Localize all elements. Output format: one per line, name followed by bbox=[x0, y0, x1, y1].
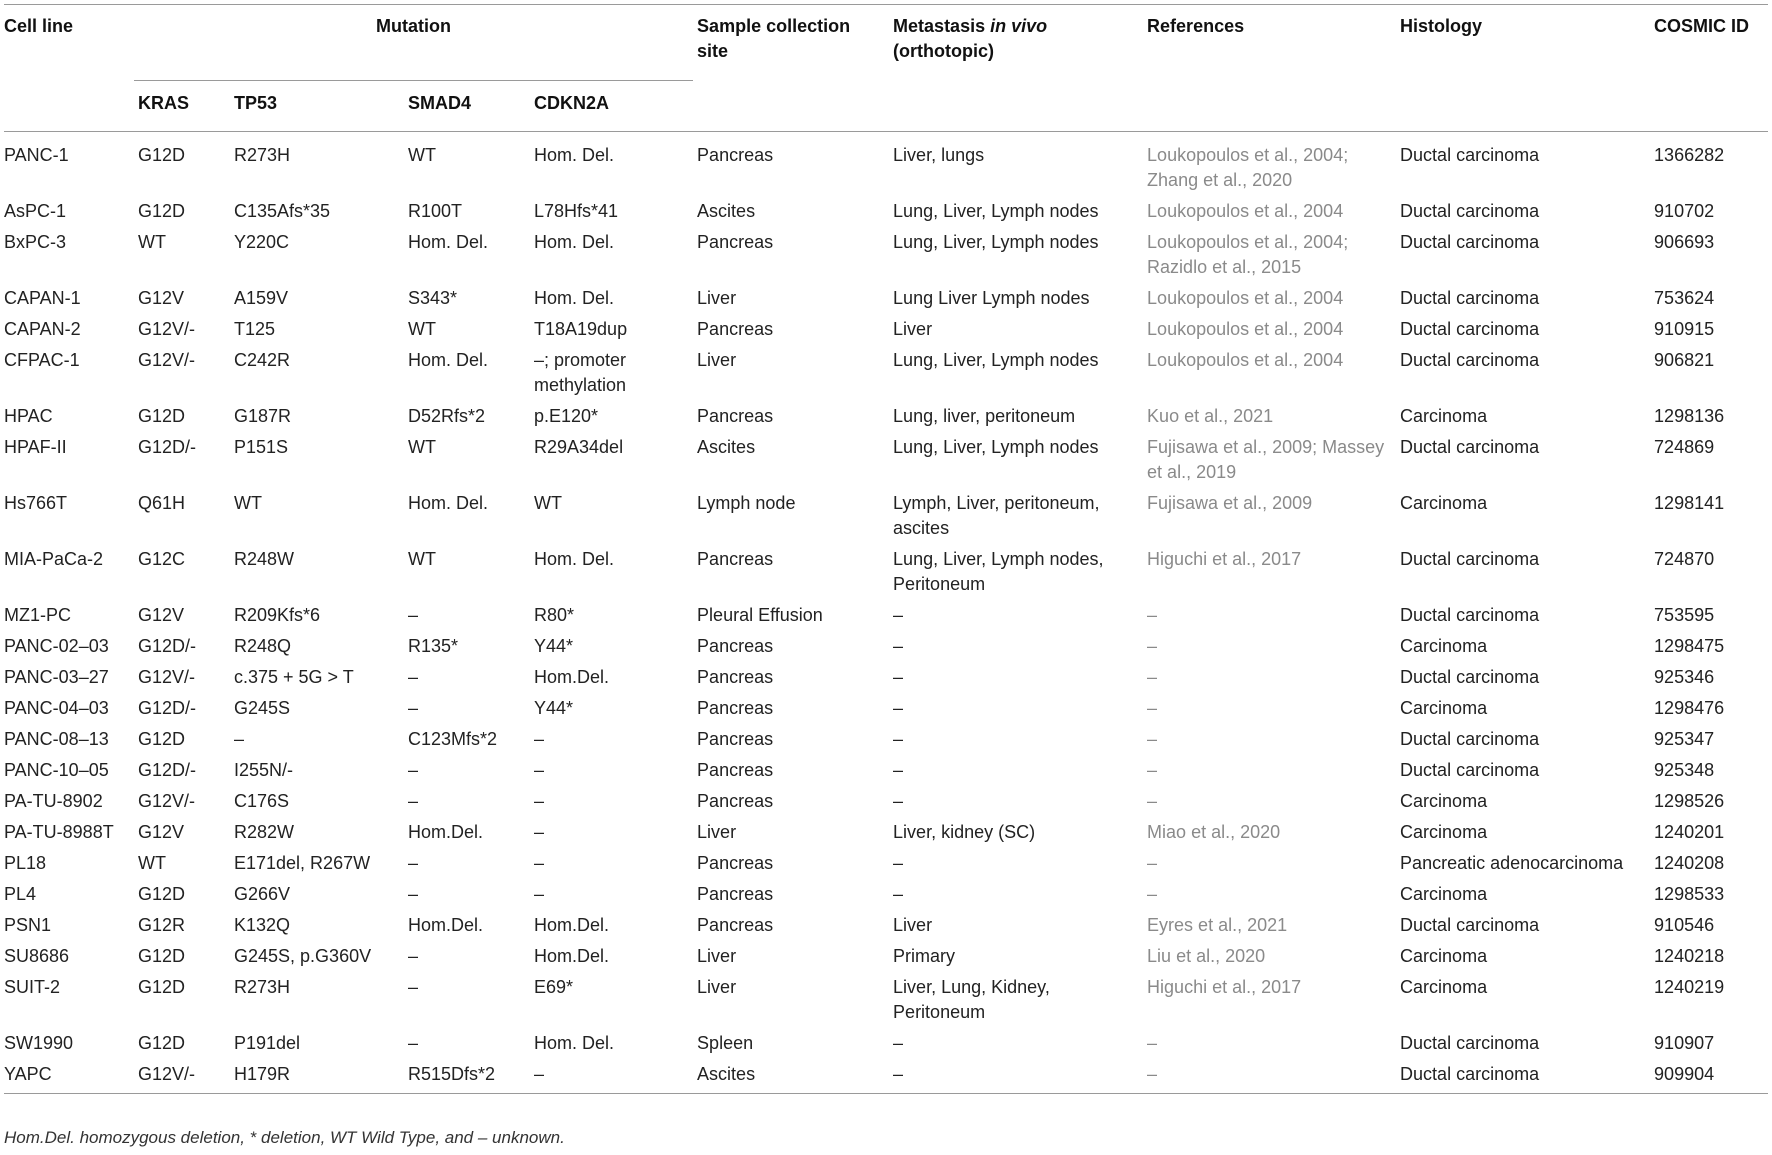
cell-cell-line: SUIT-2 bbox=[4, 977, 61, 997]
cell-cdkn2a: Hom.Del. bbox=[534, 915, 610, 935]
cell-tp53: E171del, R267W bbox=[234, 853, 371, 873]
table-row bbox=[4, 285, 1768, 316]
cell-cdkn2a: T18A19dup bbox=[534, 319, 628, 339]
cell-sample-site: Pancreas bbox=[697, 667, 774, 687]
cell-references: Liu et al., 2020 bbox=[1147, 946, 1266, 966]
cell-references: Loukopoulos et al., 2004 bbox=[1147, 288, 1344, 308]
cell-sample-site: Liver bbox=[697, 288, 737, 308]
cell-cdkn2a: – bbox=[530, 1061, 693, 1094]
cell-metastasis: – bbox=[893, 636, 904, 656]
header-tp53: TP53 bbox=[230, 81, 404, 132]
cell-tp53: G245S bbox=[234, 698, 291, 718]
table-row bbox=[4, 347, 1768, 403]
cell-histology: Carcinoma bbox=[1400, 946, 1488, 966]
cell-smad4: – bbox=[408, 605, 419, 625]
cell-cdkn2a: Y44* bbox=[534, 698, 574, 718]
cell-cell-line: HPAF-II bbox=[4, 437, 67, 457]
cell-tp53: C176S bbox=[234, 791, 290, 811]
cell-references: Loukopoulos et al., 2004; Razidlo et al., 2015 bbox=[1147, 232, 1349, 277]
cell-cell-line: PANC-08–13 bbox=[4, 729, 109, 749]
cell-cdkn2a: L78Hfs*41 bbox=[534, 201, 619, 221]
cell-cosmic-id: 925346 bbox=[1654, 667, 1715, 687]
cell-references: Loukopoulos et al., 2004 bbox=[1147, 350, 1344, 370]
cell-kras: G12D bbox=[138, 729, 186, 749]
table-row bbox=[4, 819, 1768, 850]
cell-cell-line: PANC-1 bbox=[4, 145, 69, 165]
table-row bbox=[4, 1030, 1768, 1061]
cell-smad4: – bbox=[408, 946, 419, 966]
cell-smad4: – bbox=[408, 853, 419, 873]
cell-references: – bbox=[1147, 884, 1158, 904]
cell-sample-site: Ascites bbox=[693, 1061, 889, 1094]
cell-cell-line: PANC-10–05 bbox=[4, 760, 109, 780]
cell-sample-site: Liver bbox=[697, 977, 737, 997]
cell-metastasis: Lung, Liver, Lymph nodes, Peritoneum bbox=[893, 549, 1104, 594]
table-row bbox=[4, 229, 1768, 285]
header-cell-line: Cell line bbox=[4, 4, 134, 132]
cell-smad4: Hom. Del. bbox=[408, 232, 489, 252]
cell-references: Fujisawa et al., 2009; Massey et al., 2019 bbox=[1147, 437, 1385, 482]
table-row bbox=[4, 546, 1768, 602]
cell-cosmic-id: 1298475 bbox=[1654, 636, 1725, 656]
cell-cdkn2a: – bbox=[534, 884, 545, 904]
cell-tp53: R273H bbox=[234, 145, 291, 165]
cell-metastasis: – bbox=[889, 1061, 1143, 1094]
cell-references: Higuchi et al., 2017 bbox=[1147, 977, 1302, 997]
cell-tp53: G187R bbox=[234, 406, 292, 426]
cell-cell-line: BxPC-3 bbox=[4, 232, 67, 252]
cell-histology: Ductal carcinoma bbox=[1400, 605, 1540, 625]
cell-smad4: S343* bbox=[408, 288, 458, 308]
cell-kras: G12D bbox=[138, 946, 186, 966]
cell-cosmic-id: 1240201 bbox=[1654, 822, 1725, 842]
cell-smad4: – bbox=[408, 1033, 419, 1053]
cell-metastasis: – bbox=[893, 884, 904, 904]
cell-cell-line: PA-TU-8988T bbox=[4, 822, 114, 842]
header-meta-line2: (orthotopic) bbox=[893, 41, 995, 61]
table-row bbox=[4, 695, 1768, 726]
cell-smad4: – bbox=[408, 884, 419, 904]
cell-tp53: C242R bbox=[234, 350, 291, 370]
cell-smad4: – bbox=[408, 791, 419, 811]
cell-cdkn2a: E69* bbox=[534, 977, 574, 997]
cell-kras: G12V/- bbox=[138, 791, 196, 811]
cell-cdkn2a: – bbox=[534, 760, 545, 780]
header-mutation-label: Mutation bbox=[376, 16, 452, 36]
cell-sample-site: Ascites bbox=[697, 201, 756, 221]
table-row bbox=[4, 403, 1768, 434]
cell-cell-line: PSN1 bbox=[4, 915, 52, 935]
cell-metastasis: Lymph, Liver, peritoneum, ascites bbox=[893, 493, 1100, 538]
cell-cosmic-id: 906693 bbox=[1654, 232, 1715, 252]
cell-metastasis: – bbox=[893, 760, 904, 780]
cell-sample-site: Pancreas bbox=[697, 145, 774, 165]
cell-kras: G12V bbox=[138, 288, 185, 308]
cell-kras: G12C bbox=[138, 549, 186, 569]
cell-tp53: P191del bbox=[234, 1033, 301, 1053]
table-row bbox=[4, 726, 1768, 757]
cell-kras: G12V/- bbox=[134, 1061, 230, 1094]
cell-cdkn2a: Hom. Del. bbox=[534, 232, 615, 252]
table-row bbox=[4, 974, 1768, 1030]
table-row bbox=[4, 1061, 1768, 1094]
cell-cosmic-id: 910915 bbox=[1654, 319, 1715, 339]
cell-cell-line: CFPAC-1 bbox=[4, 350, 80, 370]
cell-sample-site: Liver bbox=[697, 946, 737, 966]
table-row bbox=[4, 850, 1768, 881]
cell-metastasis: Liver, lungs bbox=[893, 145, 985, 165]
cell-references: – bbox=[1147, 853, 1158, 873]
cell-cdkn2a: –; promoter methylation bbox=[534, 350, 627, 395]
cell-cdkn2a: Hom.Del. bbox=[534, 946, 610, 966]
cell-histology: Carcinoma bbox=[1400, 636, 1488, 656]
cell-cdkn2a: – bbox=[534, 853, 545, 873]
cell-references: Loukopoulos et al., 2004 bbox=[1147, 319, 1344, 339]
cell-sample-site: Pancreas bbox=[697, 915, 774, 935]
cell-tp53: R248Q bbox=[234, 636, 292, 656]
cell-tp53: Y220C bbox=[234, 232, 290, 252]
cell-references: – bbox=[1147, 698, 1158, 718]
cell-references: – bbox=[1147, 667, 1158, 687]
cell-histology: Ductal carcinoma bbox=[1400, 319, 1540, 339]
cell-histology: Carcinoma bbox=[1400, 791, 1488, 811]
cell-cosmic-id: 1240218 bbox=[1654, 946, 1725, 966]
cell-metastasis: Liver, kidney (SC) bbox=[893, 822, 1036, 842]
cell-smad4: Hom.Del. bbox=[408, 915, 484, 935]
cell-metastasis: Lung, Liver, Lymph nodes bbox=[893, 201, 1099, 221]
cell-tp53: T125 bbox=[234, 319, 276, 339]
cell-references: Eyres et al., 2021 bbox=[1147, 915, 1288, 935]
cell-cell-line: PA-TU-8902 bbox=[4, 791, 103, 811]
cell-sample-site: Lymph node bbox=[697, 493, 796, 513]
cell-histology: Ductal carcinoma bbox=[1400, 729, 1540, 749]
cell-kras: G12D bbox=[138, 145, 186, 165]
cell-cosmic-id: 1366282 bbox=[1654, 145, 1725, 165]
header-metastasis bbox=[889, 4, 1143, 132]
cell-cell-line: YAPC bbox=[4, 1061, 134, 1094]
table-row bbox=[4, 664, 1768, 695]
cell-metastasis: Lung, liver, peritoneum bbox=[893, 406, 1076, 426]
table-row bbox=[4, 602, 1768, 633]
cell-cosmic-id: 753624 bbox=[1654, 288, 1715, 308]
cell-histology: Ductal carcinoma bbox=[1400, 437, 1540, 457]
cell-cell-line: MZ1-PC bbox=[4, 605, 71, 625]
cell-smad4: – bbox=[408, 977, 419, 997]
cell-tp53: WT bbox=[234, 493, 262, 513]
cell-tp53: R273H bbox=[234, 977, 291, 997]
cell-cell-line: SW1990 bbox=[4, 1033, 74, 1053]
cell-metastasis: Lung, Liver, Lymph nodes bbox=[893, 350, 1099, 370]
cell-smad4: R515Dfs*2 bbox=[404, 1061, 530, 1094]
cell-cosmic-id: 1298533 bbox=[1654, 884, 1725, 904]
cell-cell-line: PANC-04–03 bbox=[4, 698, 109, 718]
cell-metastasis: Lung, Liver, Lymph nodes bbox=[893, 232, 1099, 252]
header-histology: Histology bbox=[1396, 4, 1650, 132]
cell-cdkn2a: Y44* bbox=[534, 636, 574, 656]
cell-sample-site: Pancreas bbox=[697, 636, 774, 656]
cell-cosmic-id: 910907 bbox=[1654, 1033, 1715, 1053]
table-row bbox=[4, 490, 1768, 546]
cell-cdkn2a: WT bbox=[534, 493, 562, 513]
header-references: References bbox=[1143, 4, 1396, 132]
cell-cosmic-id: 925347 bbox=[1654, 729, 1715, 749]
table-row bbox=[4, 132, 1768, 199]
cell-metastasis: Liver bbox=[893, 319, 933, 339]
cell-tp53: K132Q bbox=[234, 915, 291, 935]
cell-smad4: Hom.Del. bbox=[408, 822, 484, 842]
cell-cdkn2a: – bbox=[534, 791, 545, 811]
cell-metastasis: – bbox=[893, 1033, 904, 1053]
cell-smad4: – bbox=[408, 698, 419, 718]
cell-cdkn2a: p.E120* bbox=[534, 406, 599, 426]
cell-cdkn2a: – bbox=[534, 822, 545, 842]
cell-kras: Q61H bbox=[138, 493, 186, 513]
cell-sample-site: Pancreas bbox=[697, 760, 774, 780]
cell-metastasis: Lung Liver Lymph nodes bbox=[893, 288, 1090, 308]
cell-sample-site: Liver bbox=[697, 822, 737, 842]
cell-cosmic-id: 724870 bbox=[1654, 549, 1715, 569]
cell-tp53: C135Afs*35 bbox=[234, 201, 331, 221]
cell-sample-site: Pancreas bbox=[697, 232, 774, 252]
table-row bbox=[4, 316, 1768, 347]
cell-smad4: WT bbox=[408, 549, 436, 569]
cell-cell-line: MIA-PaCa-2 bbox=[4, 549, 104, 569]
cell-histology: Pancreatic adenocarcinoma bbox=[1400, 853, 1624, 873]
cell-kras: G12V bbox=[138, 822, 185, 842]
cell-smad4: Hom. Del. bbox=[408, 493, 489, 513]
cell-sample-site: Pancreas bbox=[697, 853, 774, 873]
cell-references: – bbox=[1147, 605, 1158, 625]
cell-kras: G12D bbox=[138, 884, 186, 904]
cell-references: Kuo et al., 2021 bbox=[1147, 406, 1274, 426]
cell-cosmic-id: 906821 bbox=[1654, 350, 1715, 370]
cell-sample-site: Spleen bbox=[697, 1033, 754, 1053]
cell-smad4: WT bbox=[408, 319, 436, 339]
cell-references: – bbox=[1147, 729, 1158, 749]
cell-cosmic-id: 724869 bbox=[1654, 437, 1715, 457]
cell-cell-line: PANC-02–03 bbox=[4, 636, 109, 656]
cell-smad4: R135* bbox=[408, 636, 459, 656]
cell-cosmic-id: 1240219 bbox=[1654, 977, 1725, 997]
cell-cell-line: HPAC bbox=[4, 406, 53, 426]
cell-cdkn2a: – bbox=[534, 729, 545, 749]
cell-kras: G12V bbox=[138, 605, 185, 625]
cell-tp53: R282W bbox=[234, 822, 295, 842]
cell-histology: Carcinoma bbox=[1400, 493, 1488, 513]
cell-sample-site: Pancreas bbox=[697, 549, 774, 569]
cell-cdkn2a: Hom. Del. bbox=[534, 549, 615, 569]
cell-metastasis: – bbox=[893, 729, 904, 749]
cell-kras: G12D bbox=[138, 406, 186, 426]
cell-sample-site: Pancreas bbox=[697, 791, 774, 811]
cell-metastasis: Liver, Lung, Kidney, Peritoneum bbox=[893, 977, 1050, 1022]
cell-histology: Ductal carcinoma bbox=[1400, 760, 1540, 780]
table-row bbox=[4, 943, 1768, 974]
cell-tp53: A159V bbox=[234, 288, 289, 308]
cell-histology: Ductal carcinoma bbox=[1400, 667, 1540, 687]
cell-smad4: D52Rfs*2 bbox=[408, 406, 486, 426]
cell-histology: Ductal carcinoma bbox=[1400, 232, 1540, 252]
cell-cosmic-id: 1298476 bbox=[1654, 698, 1725, 718]
header-sample-site bbox=[693, 4, 889, 132]
cell-metastasis: Liver bbox=[893, 915, 933, 935]
cell-kras: G12D bbox=[138, 1033, 186, 1053]
cell-sample-site: Ascites bbox=[697, 437, 756, 457]
cell-metastasis: Primary bbox=[893, 946, 956, 966]
header-meta-plain: Metastasis bbox=[893, 16, 991, 36]
cell-histology: Carcinoma bbox=[1400, 406, 1488, 426]
cell-cosmic-id: 1298136 bbox=[1654, 406, 1725, 426]
cell-cdkn2a: Hom. Del. bbox=[534, 288, 615, 308]
table-body bbox=[4, 132, 1768, 1094]
header-cosmic-id: COSMIC ID bbox=[1650, 4, 1768, 132]
cell-tp53: H179R bbox=[230, 1061, 404, 1094]
cell-sample-site: Pancreas bbox=[697, 698, 774, 718]
cell-cosmic-id: 1298526 bbox=[1654, 791, 1725, 811]
cell-cell-line: Hs766T bbox=[4, 493, 68, 513]
cell-tp53: – bbox=[234, 729, 245, 749]
cell-kras: G12D/- bbox=[138, 760, 197, 780]
cell-histology: Carcinoma bbox=[1400, 884, 1488, 904]
cell-histology: Ductal carcinoma bbox=[1400, 201, 1540, 221]
cell-references: – bbox=[1147, 636, 1158, 656]
cell-tp53: G245S, p.G360V bbox=[234, 946, 372, 966]
cell-histology: Ductal carcinoma bbox=[1400, 915, 1540, 935]
header-site-line2: site bbox=[697, 41, 729, 61]
cell-metastasis: – bbox=[893, 853, 904, 873]
cell-cosmic-id: 753595 bbox=[1654, 605, 1715, 625]
header-mutation bbox=[134, 4, 693, 81]
cell-kras: G12V/- bbox=[138, 319, 196, 339]
cell-sample-site: Pancreas bbox=[697, 884, 774, 904]
table-row bbox=[4, 633, 1768, 664]
cell-sample-site: Pancreas bbox=[697, 406, 774, 426]
cell-sample-site: Liver bbox=[697, 350, 737, 370]
cell-smad4: WT bbox=[408, 437, 436, 457]
cell-tp53: c.375 + 5G > T bbox=[234, 667, 354, 687]
cell-kras: G12D/- bbox=[138, 636, 197, 656]
cell-histology: Ductal carcinoma bbox=[1400, 1033, 1540, 1053]
cell-kras: G12D/- bbox=[138, 698, 197, 718]
cell-references: Loukopoulos et al., 2004 bbox=[1147, 201, 1344, 221]
cell-histology: Carcinoma bbox=[1400, 977, 1488, 997]
cell-cell-line: CAPAN-2 bbox=[4, 319, 81, 339]
cell-metastasis: – bbox=[893, 605, 904, 625]
cell-sample-site: Pancreas bbox=[697, 729, 774, 749]
cell-cdkn2a: R29A34del bbox=[534, 437, 624, 457]
cell-cdkn2a: Hom.Del. bbox=[534, 667, 610, 687]
cell-histology: Ductal carcinoma bbox=[1400, 350, 1540, 370]
table-header bbox=[4, 4, 1768, 132]
cell-kras: G12R bbox=[138, 915, 186, 935]
table-row bbox=[4, 757, 1768, 788]
cell-tp53: R248W bbox=[234, 549, 295, 569]
cell-references: – bbox=[1147, 791, 1158, 811]
header-cdkn2a: CDKN2A bbox=[530, 81, 693, 132]
cell-references: – bbox=[1143, 1061, 1396, 1094]
header-kras: KRAS bbox=[134, 81, 230, 132]
cell-smad4: Hom. Del. bbox=[408, 350, 489, 370]
cell-cell-line: CAPAN-1 bbox=[4, 288, 81, 308]
cell-cell-line: PANC-03–27 bbox=[4, 667, 109, 687]
table-row bbox=[4, 434, 1768, 490]
table-footnote: Hom.Del. homozygous deletion, * deletion, WT Wild Type, and – unknown. bbox=[4, 1128, 565, 1147]
table-row bbox=[4, 881, 1768, 912]
cell-kras: G12D/- bbox=[138, 437, 197, 457]
cell-smad4: – bbox=[408, 760, 419, 780]
cell-sample-site: Pleural Effusion bbox=[697, 605, 823, 625]
header-site-line1: Sample collection bbox=[697, 16, 851, 36]
cell-cosmic-id: 909904 bbox=[1650, 1061, 1768, 1094]
cell-metastasis: – bbox=[893, 667, 904, 687]
cell-cdkn2a: Hom. Del. bbox=[534, 145, 615, 165]
cell-line-table bbox=[4, 4, 1768, 1094]
cell-histology: Ductal carcinoma bbox=[1400, 549, 1540, 569]
cell-cosmic-id: 910702 bbox=[1654, 201, 1715, 221]
cell-cell-line: SU8686 bbox=[4, 946, 70, 966]
cell-cosmic-id: 1298141 bbox=[1654, 493, 1725, 513]
cell-sample-site: Pancreas bbox=[697, 319, 774, 339]
cell-kras: G12D bbox=[138, 977, 186, 997]
cell-kras: G12V/- bbox=[138, 350, 196, 370]
cell-references: Loukopoulos et al., 2004; Zhang et al., 2020 bbox=[1147, 145, 1349, 190]
cell-tp53: P151S bbox=[234, 437, 289, 457]
cell-references: Fujisawa et al., 2009 bbox=[1147, 493, 1313, 513]
cell-smad4: – bbox=[408, 667, 419, 687]
cell-references: – bbox=[1147, 1033, 1158, 1053]
cell-cell-line: PL4 bbox=[4, 884, 37, 904]
cell-histology: Ductal carcinoma bbox=[1396, 1061, 1650, 1094]
cell-histology: Ductal carcinoma bbox=[1400, 145, 1540, 165]
cell-histology: Carcinoma bbox=[1400, 822, 1488, 842]
cell-kras: G12V/- bbox=[138, 667, 196, 687]
cell-metastasis: Lung, Liver, Lymph nodes bbox=[893, 437, 1099, 457]
cell-histology: Carcinoma bbox=[1400, 698, 1488, 718]
cell-tp53: G266V bbox=[234, 884, 291, 904]
cell-cdkn2a: R80* bbox=[534, 605, 575, 625]
cell-kras: WT bbox=[138, 232, 166, 252]
cell-kras: G12D bbox=[138, 201, 186, 221]
header-meta-italic: in vivo bbox=[990, 16, 1048, 36]
cell-tp53: R209Kfs*6 bbox=[234, 605, 321, 625]
cell-smad4: WT bbox=[408, 145, 436, 165]
cell-smad4: R100T bbox=[408, 201, 463, 221]
cell-references: Miao et al., 2020 bbox=[1147, 822, 1281, 842]
table-row bbox=[4, 788, 1768, 819]
cell-metastasis: – bbox=[893, 698, 904, 718]
cell-references: Higuchi et al., 2017 bbox=[1147, 549, 1302, 569]
cell-cell-line: PL18 bbox=[4, 853, 47, 873]
cell-tp53: I255N/- bbox=[234, 760, 294, 780]
cell-cdkn2a: Hom. Del. bbox=[534, 1033, 615, 1053]
cell-histology: Ductal carcinoma bbox=[1400, 288, 1540, 308]
cell-kras: WT bbox=[138, 853, 166, 873]
cell-cosmic-id: 1240208 bbox=[1654, 853, 1725, 873]
cell-smad4: C123Mfs*2 bbox=[408, 729, 498, 749]
cell-cell-line: AsPC-1 bbox=[4, 201, 67, 221]
cell-cosmic-id: 910546 bbox=[1654, 915, 1715, 935]
table-row bbox=[4, 198, 1768, 229]
cell-references: – bbox=[1147, 760, 1158, 780]
cell-metastasis: – bbox=[893, 791, 904, 811]
header-smad4: SMAD4 bbox=[404, 81, 530, 132]
cell-cosmic-id: 925348 bbox=[1654, 760, 1715, 780]
table-row bbox=[4, 912, 1768, 943]
